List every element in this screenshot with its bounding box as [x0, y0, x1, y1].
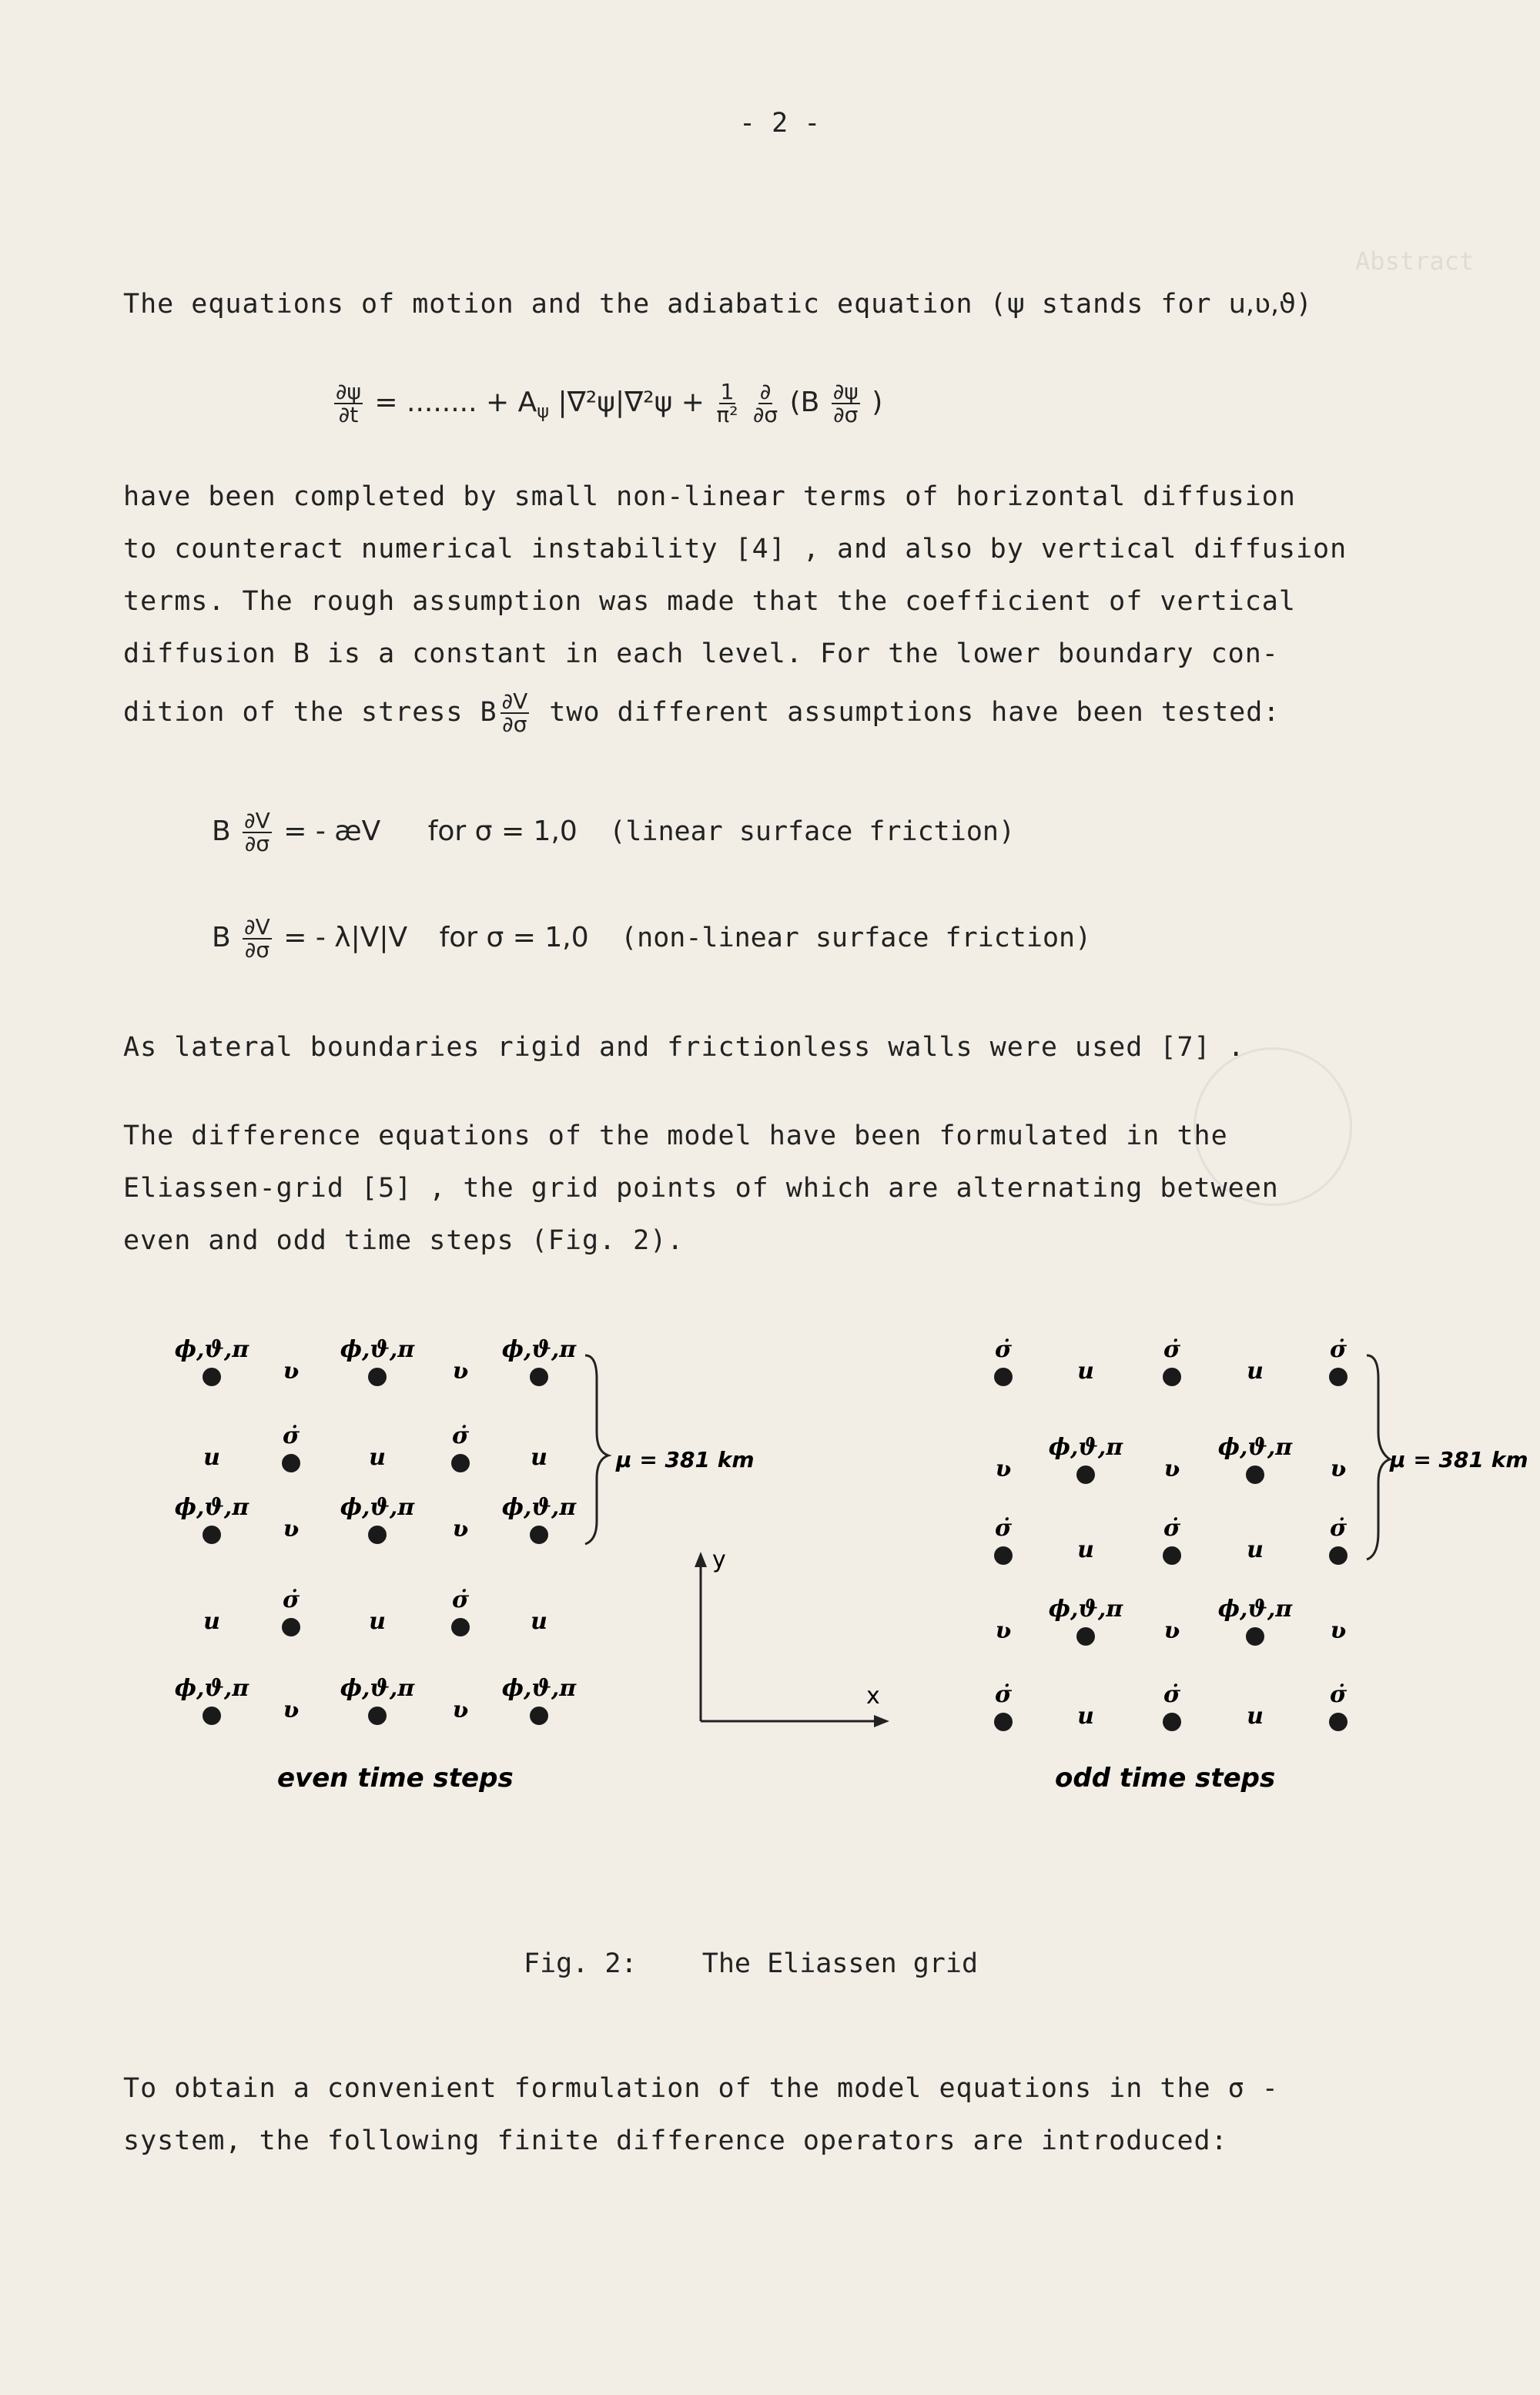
odd-grid-label: σ̇: [1163, 1681, 1181, 1708]
odd-grid-label: ʋ: [1330, 1455, 1347, 1482]
odd-grid-label: ʋ: [1330, 1617, 1347, 1644]
even-grid-label: ϕ,ϑ,π: [174, 1336, 249, 1363]
even-grid-point: [368, 1707, 387, 1725]
odd-grid-point: [994, 1713, 1013, 1731]
odd-grid-label: σ̇: [1329, 1515, 1348, 1542]
even-grid-label: σ̇: [282, 1422, 300, 1449]
even-grid-label: σ̇: [451, 1422, 470, 1449]
even-grid-label: ʋ: [283, 1358, 300, 1385]
x-axis-arrow: [874, 1715, 889, 1727]
even-grid-point: [282, 1618, 300, 1636]
even-grid-label: ϕ,ϑ,π: [340, 1675, 415, 1702]
even-grid-label: ϕ,ϑ,π: [174, 1494, 249, 1521]
even-grid-point: [203, 1368, 221, 1386]
even-grid-point: [530, 1526, 548, 1544]
even-time-steps-label: even time steps: [277, 1763, 514, 1794]
even-grid-label: u: [369, 1444, 386, 1471]
odd-grid-point: [1163, 1368, 1181, 1386]
main-equation: $\frac{\partial\psi}{\partial t}$ = ........ + $A_\psi$ |∇²ψ|∇²ψ + $\frac{1}{\text{π²}}$ $\frac{\partial}{\partial\sigma}$ (B $\frac{\partial\psi}{\partial\sigma}$ ): [336, 379, 883, 427]
odd-grid-label: ϕ,ϑ,π: [1217, 1596, 1293, 1623]
odd-grid-label: u: [1247, 1703, 1264, 1730]
even-grid-point: [203, 1707, 221, 1725]
odd-grid-label: ʋ: [995, 1455, 1012, 1482]
odd-grid-label: σ̇: [994, 1515, 1013, 1542]
odd-grid-label: u: [1077, 1703, 1094, 1730]
even-grid-label: ϕ,ϑ,π: [501, 1675, 577, 1702]
odd-grid: [994, 1336, 1348, 1731]
odd-grid-point: [1246, 1465, 1264, 1484]
bleed-through-text: Abstract: [1355, 246, 1475, 276]
odd-grid-label: u: [1247, 1536, 1264, 1563]
y-axis-arrow: [695, 1552, 707, 1567]
x-axis-label: x: [866, 1683, 880, 1710]
odd-grid-label: σ̇: [994, 1681, 1013, 1708]
odd-grid-point: [994, 1368, 1013, 1386]
even-grid-label: ϕ,ϑ,π: [501, 1494, 577, 1521]
even-brace: [585, 1355, 608, 1544]
odd-grid-label: ʋ: [1163, 1455, 1180, 1482]
even-grid-point: [368, 1526, 387, 1544]
figure-caption: Fig. 2: The Eliassen grid: [524, 1948, 979, 1979]
even-grid-label: ϕ,ϑ,π: [340, 1336, 415, 1363]
odd-grid-label: ʋ: [1163, 1617, 1180, 1644]
odd-brace: [1367, 1355, 1390, 1559]
odd-grid-label: σ̇: [1163, 1515, 1181, 1542]
odd-grid-point: [1329, 1546, 1348, 1565]
even-grid-label: ϕ,ϑ,π: [340, 1494, 415, 1521]
paragraph-line: diffusion B is a constant in each level. For the lower boundary con-: [123, 638, 1279, 669]
odd-grid-label: u: [1077, 1358, 1094, 1385]
page-number: - 2 -: [739, 108, 821, 139]
odd-grid-label: ϕ,ϑ,π: [1048, 1434, 1123, 1461]
paragraph-line: To obtain a convenient formulation of the model equations in the σ -: [123, 2073, 1279, 2104]
even-grid-label: ʋ: [283, 1697, 300, 1723]
odd-grid-label: ʋ: [995, 1617, 1012, 1644]
odd-grid-label: σ̇: [994, 1336, 1013, 1363]
odd-grid-label: σ̇: [1329, 1681, 1348, 1708]
mu-label-odd: μ = 381 km: [1390, 1447, 1528, 1472]
even-grid-label: ϕ,ϑ,π: [174, 1675, 249, 1702]
even-grid-label: ʋ: [452, 1358, 469, 1385]
even-grid-label: u: [203, 1608, 220, 1635]
paragraph-line: The equations of motion and the adiabatic equation (ψ stands for u,ʋ,ϑ): [123, 289, 1313, 320]
y-axis-label: y: [712, 1546, 726, 1573]
even-grid-point: [451, 1618, 470, 1636]
paragraph-line: Eliassen-grid [5] , the grid points of which are alternating between: [123, 1173, 1279, 1204]
odd-grid-point: [1329, 1368, 1348, 1386]
even-grid-point: [530, 1368, 548, 1386]
even-grid-label: u: [531, 1608, 547, 1635]
odd-grid-point: [1076, 1465, 1095, 1484]
even-grid-point: [530, 1707, 548, 1725]
paragraph-line: terms. The rough assumption was made that the coefficient of vertical: [123, 586, 1296, 617]
boundary-condition-nonlinear: B $\frac{\partial V}{\partial\sigma}$ = - λ|V|V for σ = 1,0 (non-linear surface friction): [212, 914, 1092, 963]
even-grid: [175, 1336, 578, 1725]
odd-grid-label: ϕ,ϑ,π: [1048, 1596, 1123, 1623]
odd-grid-point: [1329, 1713, 1348, 1731]
paragraph-line: The difference equations of the model have been formulated in the: [123, 1120, 1228, 1151]
paragraph-line: system, the following finite difference operators are introduced:: [123, 2125, 1228, 2156]
even-grid-point: [282, 1454, 300, 1472]
odd-grid-point: [1246, 1627, 1264, 1646]
even-grid-label: σ̇: [451, 1586, 470, 1613]
odd-time-steps-label: odd time steps: [1055, 1763, 1276, 1794]
odd-grid-label: u: [1247, 1358, 1264, 1385]
odd-grid-point: [1163, 1546, 1181, 1565]
paragraph-line: have been completed by small non-linear terms of horizontal diffusion: [123, 481, 1296, 512]
even-grid-label: ʋ: [452, 1516, 469, 1543]
odd-grid-label: σ̇: [1329, 1336, 1348, 1363]
mu-label-even: μ = 381 km: [616, 1447, 755, 1472]
odd-grid-point: [1163, 1713, 1181, 1731]
even-grid-point: [451, 1454, 470, 1472]
even-grid-point: [368, 1368, 387, 1386]
even-grid-point: [203, 1526, 221, 1544]
even-grid-label: u: [203, 1444, 220, 1471]
even-grid-label: ʋ: [283, 1516, 300, 1543]
even-grid-label: σ̇: [282, 1586, 300, 1613]
paragraph-line: As lateral boundaries rigid and frictionless walls were used [7] .: [123, 1032, 1245, 1063]
paragraph-line: dition of the stress B $\frac{\partial V}{\partial\sigma}$ two different assumptions have been tested:: [123, 688, 1281, 737]
odd-grid-point: [994, 1546, 1013, 1565]
even-grid-label: ϕ,ϑ,π: [501, 1336, 577, 1363]
odd-grid-label: σ̇: [1163, 1336, 1181, 1363]
odd-grid-label: ϕ,ϑ,π: [1217, 1434, 1293, 1461]
boundary-condition-linear: B $\frac{\partial V}{\partial\sigma}$ = - æV for σ = 1,0 (linear surface friction): [212, 808, 1016, 856]
odd-grid-label: u: [1077, 1536, 1094, 1563]
odd-grid-point: [1076, 1627, 1095, 1646]
even-grid-label: u: [531, 1444, 547, 1471]
paragraph-line: even and odd time steps (Fig. 2).: [123, 1225, 685, 1256]
even-grid-label: ʋ: [452, 1697, 469, 1723]
paragraph-line: to counteract numerical instability [4] , and also by vertical diffusion: [123, 534, 1348, 564]
even-grid-label: u: [369, 1608, 386, 1635]
